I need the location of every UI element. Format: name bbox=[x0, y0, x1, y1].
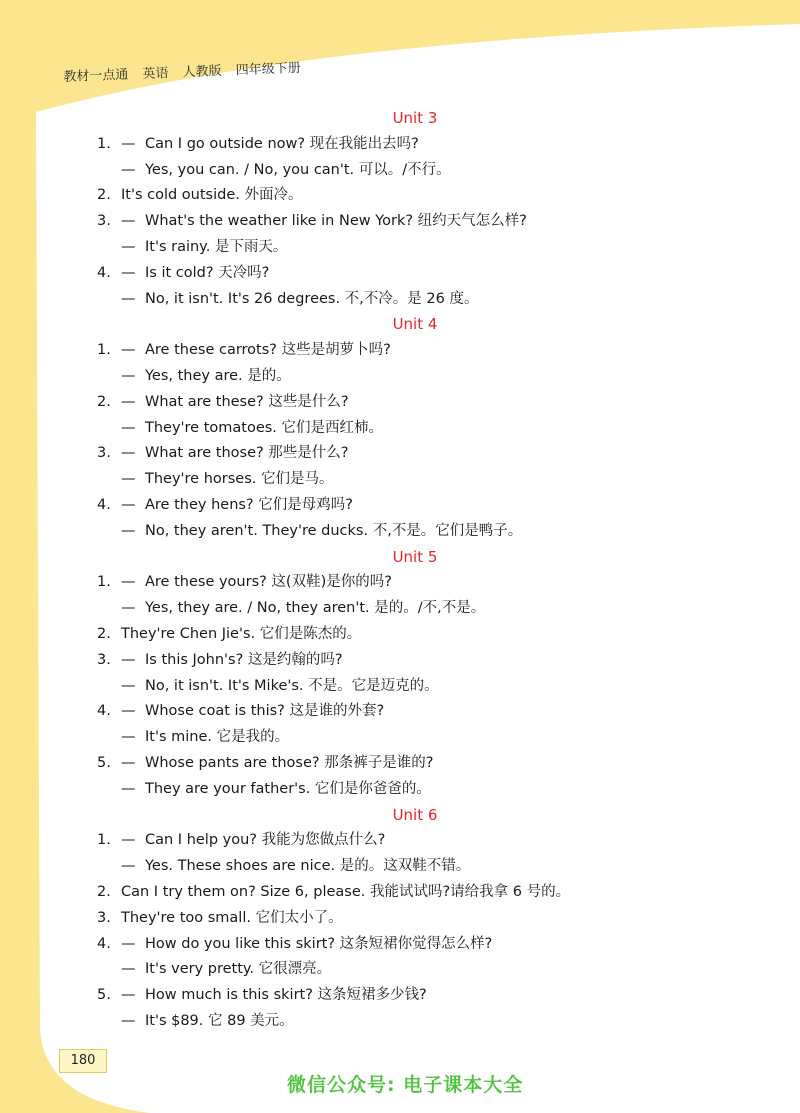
item-number: 3. bbox=[97, 651, 111, 668]
dialogue-dash: — bbox=[121, 161, 136, 178]
dialogue-dash: — bbox=[121, 729, 136, 746]
answer-line bbox=[97, 957, 331, 981]
item-number: 2. bbox=[97, 393, 111, 410]
answer-text: They're horses. 它们是马。 bbox=[145, 471, 334, 488]
answer-text: What are these? 这些是什么? bbox=[145, 393, 349, 410]
book-title: 教材一点通 bbox=[63, 67, 129, 85]
item-number: 2. bbox=[97, 187, 111, 204]
answer-text: No, they aren't. They're ducks. 不,不是。它们是鸭子。 bbox=[145, 522, 523, 539]
answer-text: Whose pants are those? 那条裤子是谁的? bbox=[145, 755, 434, 771]
answer-line bbox=[97, 441, 349, 465]
dialogue-dash: — bbox=[121, 290, 136, 307]
answer-text: It's very pretty. 它很漂亮。 bbox=[145, 961, 332, 978]
item-number: 5. bbox=[97, 987, 111, 1004]
dialogue-dash: — bbox=[121, 497, 136, 513]
item-number: 5. bbox=[97, 755, 111, 771]
dialogue-dash: — bbox=[121, 342, 136, 359]
unit-title: Unit 6 bbox=[392, 805, 438, 824]
answer-line bbox=[97, 416, 383, 440]
dialogue-dash: — bbox=[121, 471, 136, 488]
dialogue-dash: — bbox=[121, 651, 136, 668]
answer-line bbox=[97, 699, 384, 723]
item-number: 3. bbox=[97, 445, 111, 462]
dialogue-dash: — bbox=[121, 600, 136, 617]
page-number: 180 bbox=[59, 1049, 107, 1073]
answer-line bbox=[97, 519, 522, 543]
dialogue-dash: — bbox=[121, 780, 136, 797]
watermark-text: 微信公众号: 电子课本大全 bbox=[287, 1074, 524, 1096]
dialogue-dash: — bbox=[121, 135, 136, 152]
answer-text: Yes, you can. / No, you can't. 可以。/不行。 bbox=[145, 161, 451, 178]
answer-text: Are these yours? 这(双鞋)是你的吗? bbox=[145, 574, 392, 591]
unit-title: Unit 3 bbox=[392, 109, 438, 127]
answer-line bbox=[97, 132, 419, 156]
dialogue-dash: — bbox=[121, 393, 136, 410]
answer-line bbox=[97, 570, 392, 594]
answer-line bbox=[97, 751, 433, 775]
answer-text: Whose coat is this? 这是谁的外套? bbox=[145, 703, 385, 720]
unit-title: Unit 5 bbox=[392, 547, 438, 566]
answer-line bbox=[97, 854, 470, 878]
answer-line bbox=[97, 338, 391, 362]
answer-line bbox=[97, 674, 439, 698]
answer-line bbox=[97, 983, 427, 1007]
dialogue-dash: — bbox=[121, 703, 136, 720]
answer-text: How much is this skirt? 这条短裙多少钱? bbox=[145, 987, 427, 1004]
answer-line bbox=[97, 777, 431, 801]
answer-text: Can I go outside now? 现在我能出去吗? bbox=[145, 135, 419, 152]
answer-text: They're tomatoes. 它们是西红柿。 bbox=[145, 419, 384, 436]
answer-text: Is it cold? 天冷吗? bbox=[145, 264, 270, 281]
answer-text: Can I help you? 我能为您做点什么? bbox=[145, 832, 386, 849]
dialogue-dash: — bbox=[121, 1013, 136, 1029]
answer-line bbox=[97, 880, 570, 904]
answer-line bbox=[97, 183, 302, 207]
answer-text: Yes, they are. / No, they aren't. 是的。/不,不是。 bbox=[145, 600, 486, 617]
dialogue-dash: — bbox=[121, 677, 136, 694]
dialogue-dash: — bbox=[121, 445, 136, 462]
answer-line bbox=[97, 725, 289, 749]
answer-text: They're too small. 它们太小了。 bbox=[121, 909, 343, 926]
item-number: 4. bbox=[97, 264, 111, 281]
edition-label: 人教版 bbox=[182, 63, 222, 81]
subject-label: 英语 bbox=[142, 65, 169, 82]
answer-text: No, it isn't. It's Mike's. 不是。它是迈克的。 bbox=[145, 677, 439, 694]
item-number: 1. bbox=[97, 342, 111, 359]
answer-line bbox=[97, 287, 478, 311]
answer-text: Are these carrots? 这些是胡萝卜吗? bbox=[145, 342, 391, 359]
dialogue-dash: — bbox=[121, 213, 136, 230]
answer-text: It's cold outside. 外面冷。 bbox=[121, 187, 303, 204]
dialogue-dash: — bbox=[121, 755, 136, 771]
answer-text: Yes, they are. 是的。 bbox=[145, 368, 291, 384]
answer-text: Are they hens? 它们是母鸡吗? bbox=[145, 497, 353, 513]
dialogue-dash: — bbox=[121, 419, 136, 436]
answer-line bbox=[97, 235, 287, 259]
dialogue-dash: — bbox=[121, 239, 136, 255]
answer-line bbox=[97, 209, 527, 233]
answer-line bbox=[97, 493, 353, 517]
answer-line bbox=[97, 467, 333, 491]
answer-text: What are those? 那些是什么? bbox=[145, 445, 349, 462]
answer-text: No, it isn't. It's 26 degrees. 不,不冷。是 26 度。 bbox=[145, 290, 479, 307]
answer-line bbox=[97, 158, 451, 182]
answer-text: Yes. These shoes are nice. 是的。这双鞋不错。 bbox=[145, 858, 471, 875]
dialogue-dash: — bbox=[121, 368, 136, 384]
dialogue-dash: — bbox=[121, 522, 136, 539]
item-number: 2. bbox=[97, 626, 111, 642]
answer-line bbox=[97, 828, 385, 852]
answer-text: Can I try them on? Size 6, please. 我能试试吗?请给我拿 6 号的。 bbox=[121, 884, 571, 900]
answer-line bbox=[97, 932, 492, 956]
answer-text: It's $89. 它 89 美元。 bbox=[145, 1013, 294, 1029]
answer-text: It's mine. 它是我的。 bbox=[145, 729, 290, 746]
unit-title: Unit 4 bbox=[392, 315, 438, 334]
item-number: 2. bbox=[97, 884, 111, 900]
answer-line bbox=[97, 906, 343, 930]
item-number: 4. bbox=[97, 703, 111, 720]
dialogue-dash: — bbox=[121, 832, 136, 849]
answer-line bbox=[97, 622, 361, 646]
answer-line bbox=[97, 390, 349, 414]
answer-text: Is this John's? 这是约翰的吗? bbox=[145, 651, 343, 668]
answer-text: They're Chen Jie's. 它们是陈杰的。 bbox=[121, 626, 362, 642]
dialogue-dash: — bbox=[121, 264, 136, 281]
item-number: 4. bbox=[97, 935, 111, 952]
answer-line bbox=[97, 1009, 294, 1033]
grade-label: 四年级下册 bbox=[235, 60, 302, 79]
item-number: 3. bbox=[97, 909, 111, 926]
answer-text: What's the weather like in New York? 纽约天气怎么样? bbox=[145, 213, 527, 230]
item-number: 3. bbox=[97, 213, 111, 230]
answer-line bbox=[97, 648, 343, 672]
item-number: 1. bbox=[97, 135, 111, 152]
answer-text: They are your father's. 它们是你爸爸的。 bbox=[145, 780, 431, 797]
answer-line bbox=[97, 364, 291, 388]
dialogue-dash: — bbox=[121, 961, 136, 978]
item-number: 1. bbox=[97, 574, 111, 591]
answer-text: How do you like this skirt? 这条短裙你觉得怎么样? bbox=[145, 935, 493, 952]
answer-line bbox=[97, 596, 485, 620]
item-number: 4. bbox=[97, 497, 111, 513]
answer-line bbox=[97, 261, 269, 285]
dialogue-dash: — bbox=[121, 858, 136, 875]
dialogue-dash: — bbox=[121, 987, 136, 1004]
answer-text: It's rainy. 是下雨天。 bbox=[145, 239, 288, 255]
dialogue-dash: — bbox=[121, 935, 136, 952]
item-number: 1. bbox=[97, 832, 111, 849]
dialogue-dash: — bbox=[121, 574, 136, 591]
